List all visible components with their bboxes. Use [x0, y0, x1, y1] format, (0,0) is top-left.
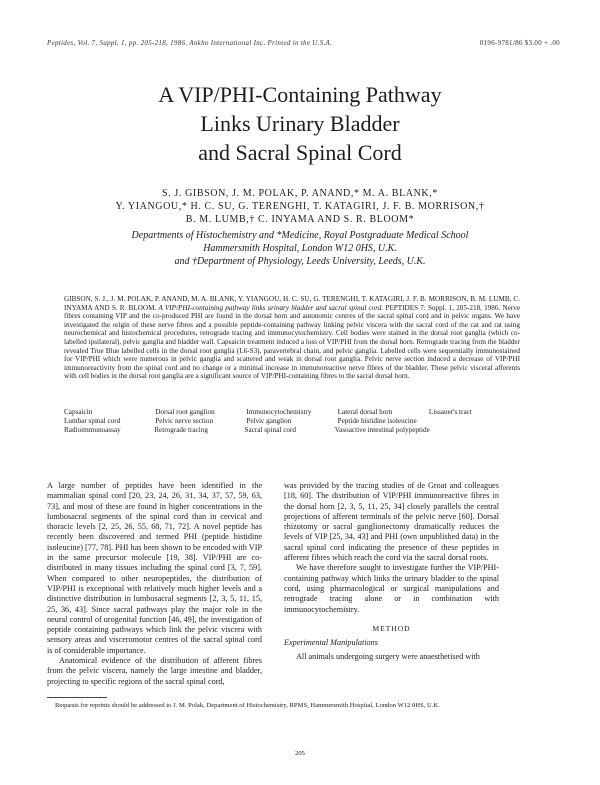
page-number: 205	[295, 750, 305, 757]
abstract-citation-title: A VIP/PHI-containing pathway links urinary bladder and sacral spinal cord.	[158, 303, 384, 312]
keyword: Sacral spinal cord	[244, 426, 296, 434]
keyword: Pelvic nerve section	[155, 417, 214, 425]
affiliation-line: Departments of Histochemistry and *Medicine, Royal Postgraduate Medical School	[131, 230, 469, 241]
affiliation-line: Hammersmith Hospital, London W12 0HS, U.K.	[203, 243, 397, 254]
affiliation-line: and †Department of Physiology, Leeds University, Leeds, U.K.	[174, 256, 426, 267]
title-line: A VIP/PHI-Containing Pathway	[158, 82, 442, 107]
abstract	[64, 295, 520, 381]
footnote-divider	[47, 697, 107, 698]
paragraph: Anatomical evidence of the distribution of afferent fibres from the pelvic viscera, namely the large intestine and bladder, projecting to specific regions of the sacral spinal cord,	[47, 656, 262, 686]
body-column-right	[284, 481, 499, 663]
keyword: Radioimmunoassay	[64, 426, 121, 434]
keywords	[64, 408, 520, 435]
keyword: Retrograde tracing	[154, 426, 208, 434]
keyword: Peptide histidine isoleucine	[337, 417, 417, 425]
paragraph: was provided by the tracing studies of de Groat and colleagues [18, 60]. The distribution of VIP/PHI immunoreactive fibres in the dorsal horn [2, 3, 5, 11, 25, 34] closely parallels the central projections of afferent terminals of the pelvic nerve [60]. Dorsal rhizotomy or sacral ganglionectomy dramatically reduces the levels of VIP [25, 34, 43] and PHI (own unpublished data) in the sacral spinal cord indicating the presence of these peptides in afferent fibres which reach the cord via the sacral dorsal roots.	[284, 481, 499, 563]
keyword: Pelvic ganglion	[246, 417, 292, 425]
keyword: Immunocytochemistry	[246, 408, 312, 416]
running-head	[47, 39, 560, 47]
abstract-authors: GIBSON, S. J., J. M. POLAK, P. ANAND, M. A. BLANK, Y. YIANGOU, H. C. SU, G. TERENGHI, T. KATAGIRI, J. F. B. MORRISON, B. M. LUMB, C. INYAMA AND S. R. BLOOM.	[64, 295, 520, 312]
paragraph: A large number of peptides have been identified in the mammalian spinal cord [20, 23, 24, 26, 31, 34, 37, 57, 59, 63, 73], and most of these are found in higher concentrations in the lumbosacral segments of the spinal cord than in cervical and thoracic levels [2, 25, 26, 55, 68, 71, 72]. A novel peptide has recently been discovered and termed PHI (peptide histidine isoleucine) [77, 78]. PHI has been shown to be encoded with VIP in the same precursor molecule [19, 38]. VIP/PHI are co-distributed in many tissues including the spinal cord [3, 7, 59]. When compared to other neuropeptides, the distribution of VIP/PHI is exceptional with relatively much higher levels and a distinctive distribution in lumbosacral segments [2, 3, 5, 11, 15, 25, 36, 43]. Since sacral pathways play the major role in the neural control of urogenital function [46, 49], the investigation of peptide containing pathways which link the pelvic viscera with sensory areas and visceromotor centres of the sacral spinal cord is of considerable importance.	[47, 481, 262, 655]
keyword: Lissauer's tract	[428, 408, 472, 416]
section-heading-method: METHOD	[372, 623, 411, 633]
author-line: Y. YIANGOU,* H. C. SU, G. TERENGHI, T. KATAGIRI, J. F. B. MORRISON,†	[115, 201, 485, 212]
abstract-body: Nerve fibres containing VIP and the co-produced PHI are found in the dorsal horn and autonomic centres of the sacral spinal cord and in pelvic organs. We have investigated the origin of these nerve fibres and a possible peptide-containing pathway linking pelvic viscera with the sacral cord of the cat and rat using neurochemical and histochemical procedures, retrograde tracing and immunocytochemistry. Cell bodies were stained in the dorsal root ganglia (which co-labelled ipsilateral), pelvic ganglia and bladder wall. Capsaicin treatment induced a loss of VIP/PHI from the dorsal horn. Retrograde tracing from the bladder revealed True Blue labelled cells in the dorsal root ganglia (L6-S3), paravertebral chain, and pelvic ganglia. Labelled cells were sequentially immunostained for VIP/PHI which were numerous in pelvic ganglia and scattered and weak in dorsal root ganglia. Pelvic nerve section induced a decrease of VIP/PHI immunoreactivity from the spinal cord and no change or a minimal increase in immunoreactive nerve fibres of the bladder. These pelvic visceral afferents with cell bodies in the dorsal root ganglia are a significant source of VIP/PHI-containing fibres to the sacral dorsal horn.	[64, 303, 521, 381]
keyword: Vasoactive intestinal polypeptide	[334, 426, 430, 434]
keyword: Lateral dorsal horn	[337, 408, 393, 416]
title-line: Links Urinary Bladder	[200, 111, 400, 136]
keyword	[430, 426, 520, 435]
author-line: B. M. LUMB,† C. INYAMA AND S. R. BLOOM*	[185, 214, 415, 225]
keyword-row	[64, 426, 520, 435]
affiliations	[0, 229, 600, 268]
body-column-left	[47, 481, 262, 687]
keyword	[429, 417, 520, 426]
author-line: S. J. GIBSON, J. M. POLAK, P. ANAND,* M. A. BLANK,*	[162, 188, 438, 199]
subsection-heading: Experimental Manipulations	[284, 638, 378, 648]
keyword-row	[64, 408, 520, 417]
keyword: Dorsal root ganglion	[155, 408, 215, 416]
author-list	[0, 187, 600, 226]
keyword: Lumbar spinal cord	[64, 417, 121, 425]
footnote: Requests for reprints should be addressed to J. M. Polak, Department of Histochemistry, RPMS, Hammersmith Hospital, London W12 0HS, U.K.	[55, 702, 440, 709]
keyword-row	[64, 417, 520, 426]
running-head-citation: Peptides, Vol. 7, Suppl. 1, pp. 205-218, 1986. Ankho International Inc. Printed in the U.S.A.	[47, 39, 333, 47]
abstract-citation-journal: PEPTIDES 7: Suppl. 1, 205-218, 1986.	[385, 303, 501, 312]
keyword: Capsaicin	[64, 408, 93, 416]
running-head-price: 0196-9781/86 $3.00 + .00	[479, 39, 560, 47]
title-line: and Sacral Spinal Cord	[198, 140, 402, 165]
paragraph: All animals undergoing surgery were anaesthetised with	[296, 652, 480, 662]
paragraph: We have therefore sought to investigate further the VIP/PHI-containing pathway which links the urinary bladder to the spinal cord, using pharmacological or surgical manipulations and retrograde tracing alone or in combination with immunocytochemistry.	[284, 563, 499, 614]
article-title	[0, 80, 600, 167]
